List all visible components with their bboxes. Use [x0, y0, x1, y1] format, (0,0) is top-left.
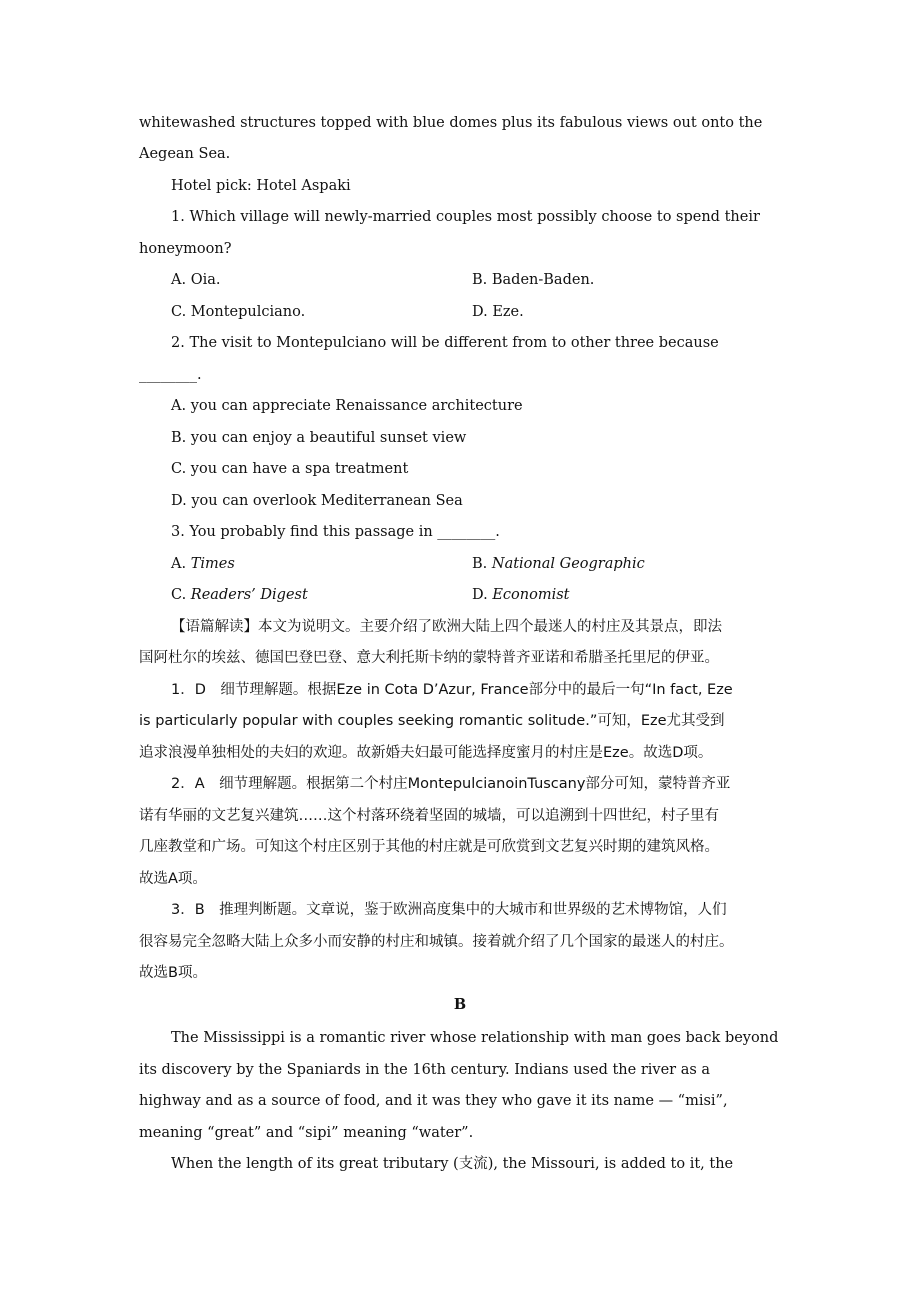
q1-option-b: B. Baden-Baden.: [472, 272, 595, 288]
option-letter: D.: [472, 587, 493, 603]
answer-3-cont: 故选B项。: [139, 965, 207, 981]
passage-line: highway and as a source of food, and it was they who gave it its name — “misi”,: [139, 1093, 728, 1109]
option-text: Economist: [492, 587, 570, 603]
answer-2-cont: 故选A项。: [139, 871, 207, 887]
passage-line: meaning “great” and “sipi” meaning “water”.: [139, 1125, 474, 1141]
option-text: Readers’ Digest: [190, 587, 308, 603]
question-2-blank: ________.: [139, 367, 202, 383]
answer-2-cont: 诺有华丽的文艺复兴建筑……这个村落环绕着坚固的城墙，可以追溯到十四世纪，村子里有: [139, 808, 719, 824]
option-text: National Geographic: [491, 556, 645, 572]
answer-2-cont: 几座教堂和广场。可知这个村庄区别于其他的村庄就是可欣赏到文艺复兴时期的建筑风格。: [139, 839, 719, 855]
q3-option-a: [171, 554, 235, 574]
q3-option-b: [472, 554, 645, 574]
option-letter: C.: [171, 587, 191, 603]
passage-line: whitewashed structures topped with blue domes plus its fabulous views out onto the: [139, 115, 763, 131]
option-letter: B.: [472, 556, 492, 572]
q2-option-b: B. you can enjoy a beautiful sunset view: [171, 430, 467, 446]
section-heading: B: [453, 996, 467, 1013]
q2-option-c: C. you can have a spa treatment: [171, 461, 409, 477]
passage-line: Aegean Sea.: [139, 146, 231, 162]
q2-option-d: D. you can overlook Mediterranean Sea: [171, 493, 463, 509]
q1-option-a: A. Oia.: [171, 272, 221, 288]
answer-3: 3．B 推理判断题。文章说，鉴于欧洲高度集中的大城市和世界级的艺术博物馆，人们: [171, 902, 727, 918]
q3-option-c: [171, 585, 308, 605]
question-3-stem: 3. You probably find this passage in ________.: [171, 524, 500, 540]
option-letter: A.: [171, 556, 191, 572]
answer-1-cont: is particularly popular with couples seeking romantic solitude.”可知，Eze尤其受到: [139, 713, 725, 729]
q1-option-d: D. Eze.: [472, 304, 524, 320]
question-1-stem-cont: honeymoon?: [139, 241, 232, 257]
answer-2: 2．A 细节理解题。根据第二个村庄MontepulcianoinTuscany部分可知，蒙特普齐亚: [171, 776, 731, 792]
answer-1-cont: 追求浪漫单独相处的夫妇的欢迎。故新婚夫妇最可能选择度蜜月的村庄是Eze。故选D项。: [139, 745, 713, 761]
analysis-intro-cont: 国阿杜尔的埃兹、德国巴登巴登、意大利托斯卡纳的蒙特普齐亚诺和希腊圣托里尼的伊亚。: [139, 650, 719, 666]
question-2-stem: 2. The visit to Montepulciano will be different from to other three because: [171, 335, 719, 351]
passage-line: When the length of its great tributary (支流), the Missouri, is added to it, the: [171, 1156, 734, 1172]
passage-line: The Mississippi is a romantic river whose relationship with man goes back beyond: [171, 1030, 779, 1046]
answer-3-cont: 很容易完全忽略大陆上众多小而安静的村庄和城镇。接着就介绍了几个国家的最迷人的村庄。: [139, 934, 734, 950]
answer-1: 1．D 细节理解题。根据Eze in Cota D’Azur, France部分中的最后一句“In fact, Eze: [171, 682, 733, 698]
q1-option-c: C. Montepulciano.: [171, 304, 306, 320]
passage-line: its discovery by the Spaniards in the 16th century. Indians used the river as a: [139, 1062, 711, 1078]
q3-option-d: [472, 585, 570, 605]
question-1-stem: 1. Which village will newly-married couples most possibly choose to spend their: [171, 209, 760, 225]
q2-option-a: A. you can appreciate Renaissance architecture: [171, 398, 523, 414]
analysis-intro: 【语篇解读】本文为说明文。主要介绍了欧洲大陆上四个最迷人的村庄及其景点，即法: [171, 619, 722, 635]
hotel-pick: Hotel pick: Hotel Aspaki: [171, 178, 351, 194]
option-text: Times: [190, 556, 235, 572]
